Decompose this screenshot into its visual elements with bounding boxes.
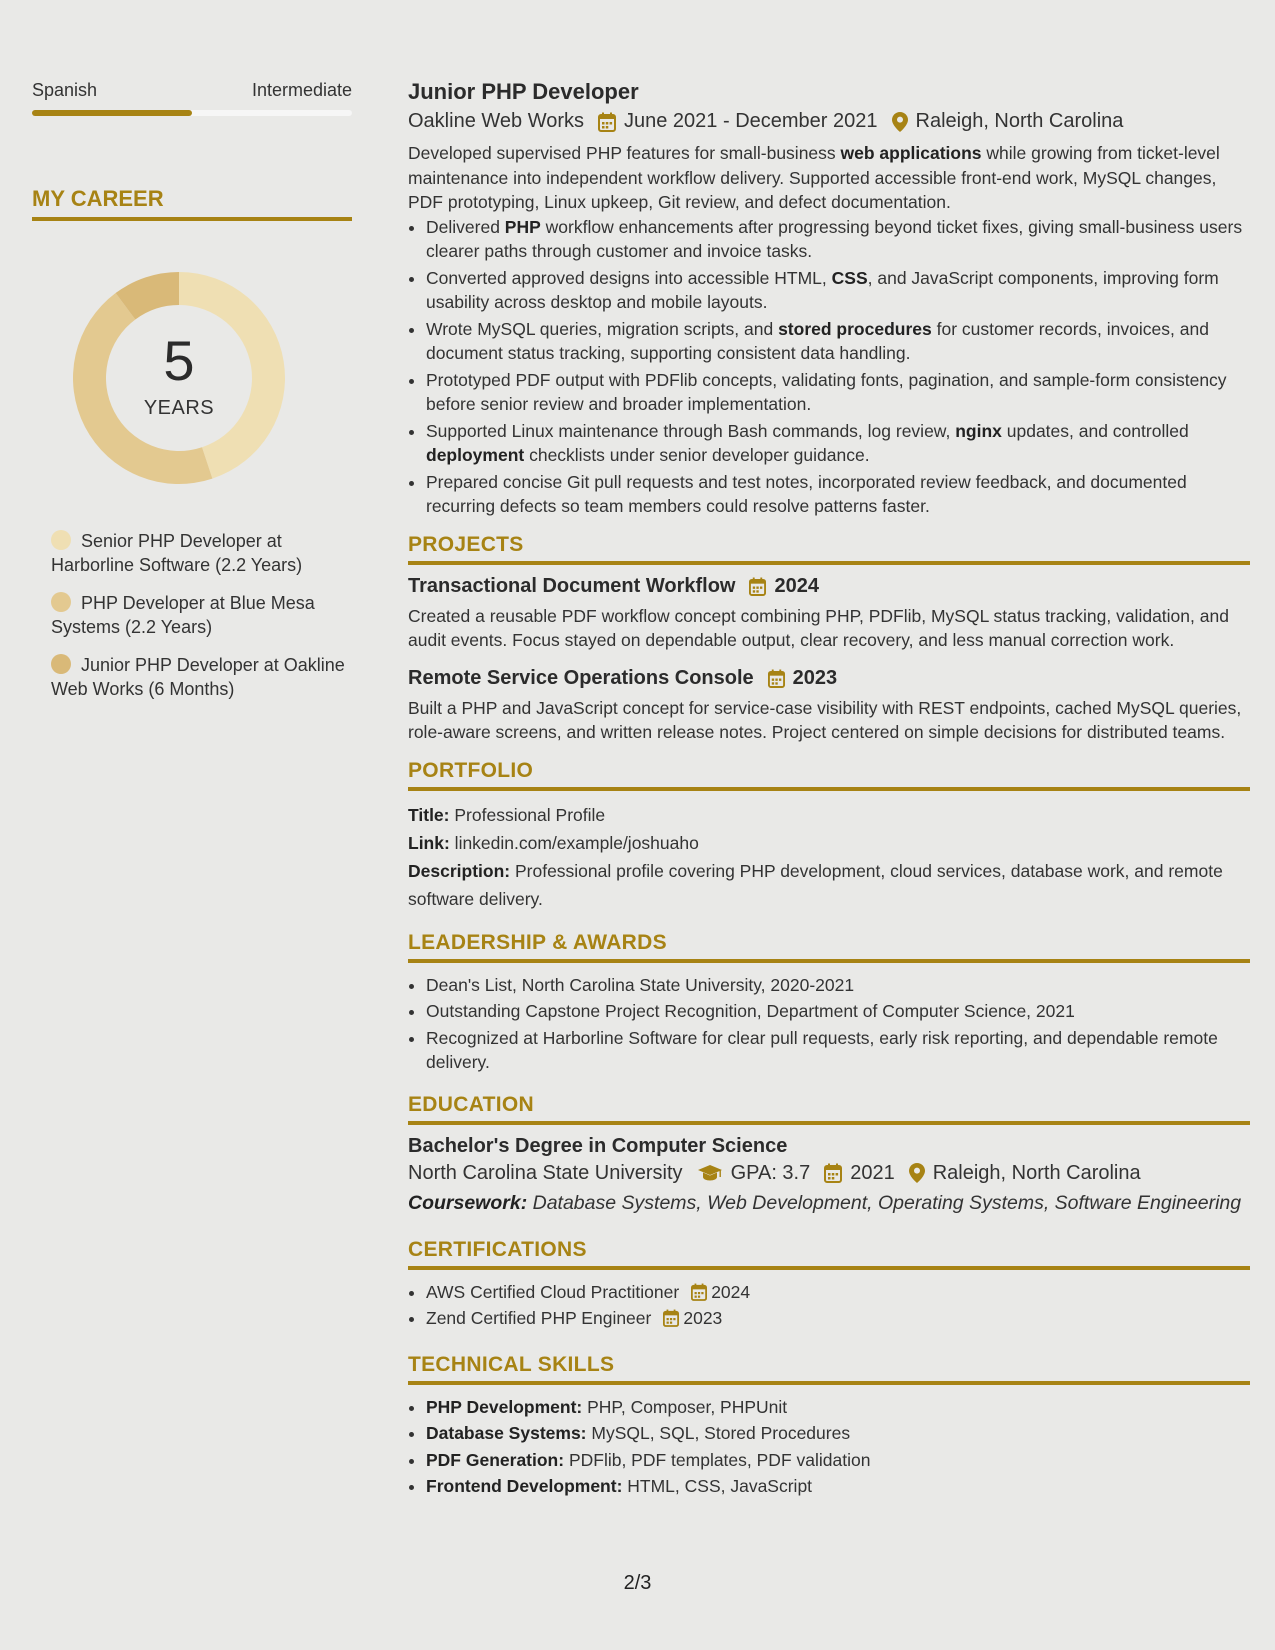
degree-title: Bachelor's Degree in Computer Science xyxy=(408,1134,788,1157)
skill-item: • PDF Generation: PDFlib, PDF templates, PDF validation xyxy=(426,1448,1250,1473)
language-proficiency-bar xyxy=(32,110,352,116)
language-name: Spanish xyxy=(32,80,98,100)
job-bullet: • Prepared concise Git pull requests and test notes, incorporated review feedback, and documented recurring defects so team members could resolve patterns faster. xyxy=(426,470,1250,519)
school-location: Raleigh, North Carolina xyxy=(932,1161,1141,1184)
main-content xyxy=(408,78,1250,1501)
skill-item: • Database Systems: MySQL, SQL, Stored Procedures xyxy=(426,1421,1250,1446)
graduation-year: 2021 xyxy=(850,1161,895,1184)
project-title: Transactional Document Workflow xyxy=(408,574,736,597)
job-summary: Developed supervised PHP features for small-business web applications while growing from ticket-level maintenance into independent workflow delivery. Supported accessible front-end work, MySQL changes, PDF prototyping, Linux upkeep, Git review, and defect documentation. xyxy=(408,143,1220,212)
skill-item: • Frontend Development: HTML, CSS, JavaScript xyxy=(426,1474,1250,1499)
portfolio-link[interactable]: Link: linkedin.com/example/joshuaho xyxy=(408,832,699,853)
certification-item: • AWS Certified Cloud Practitioner 2024 xyxy=(426,1280,1250,1305)
job-dates: June 2021 - December 2021 xyxy=(624,110,878,132)
portfolio-title: Title: Professional Profile xyxy=(408,804,606,825)
job-bullets xyxy=(426,215,1250,519)
calendar-icon xyxy=(598,112,616,132)
project-year: 2023 xyxy=(792,666,838,689)
career-years-unit: YEARS xyxy=(143,397,215,419)
school-name: North Carolina State University xyxy=(408,1161,683,1184)
portfolio-heading: PORTFOLIO xyxy=(408,759,1250,791)
legend-label: Junior PHP Developer at Oakline Web Works (6 Months) xyxy=(51,655,345,699)
calendar-icon xyxy=(824,1163,842,1183)
legend-label: PHP Developer at Blue Mesa Systems (2.2 Years) xyxy=(51,593,315,637)
coursework: Coursework: Database Systems, Web Development, Operating Systems, Software Engineering xyxy=(408,1191,1242,1214)
awards-list xyxy=(426,973,1250,1075)
education-heading: EDUCATION xyxy=(408,1093,1250,1125)
education-meta xyxy=(408,1162,1250,1185)
job-bullet: • Delivered PHP workflow enhancements after progressing beyond ticket fixes, giving small-business users clearer paths through customer and invoice tasks. xyxy=(426,215,1250,264)
career-years-total: 5 xyxy=(163,329,195,392)
career-donut-chart xyxy=(64,263,294,493)
calendar-icon xyxy=(749,577,766,596)
career-heading: MY CAREER xyxy=(32,186,352,221)
legend-item xyxy=(51,529,352,577)
sidebar xyxy=(32,80,352,715)
legend-swatch xyxy=(51,530,71,550)
map-pin-icon xyxy=(892,112,908,132)
legend-label: Senior PHP Developer at Harborline Software (2.2 Years) xyxy=(51,531,303,575)
skills-list xyxy=(426,1395,1250,1499)
legend-swatch xyxy=(51,654,71,674)
language-proficiency-fill xyxy=(32,110,192,116)
awards-heading: LEADERSHIP & AWARDS xyxy=(408,931,1250,963)
project-item xyxy=(408,667,1250,745)
job-title: Junior PHP Developer xyxy=(408,79,639,104)
project-description: Created a reusable PDF workflow concept combining PHP, PDFlib, MySQL status tracking, validation, and audit events. Focus stayed on dependable output, clear recovery, and less manual correction work. xyxy=(408,605,1229,650)
job-bullet: • Wrote MySQL queries, migration scripts, and stored procedures for customer records, invoices, and document status tracking, supporting consistent data handling. xyxy=(426,317,1250,366)
legend-item xyxy=(51,591,352,639)
projects-heading: PROJECTS xyxy=(408,533,1250,565)
award-item: • Recognized at Harborline Software for clear pull requests, early risk reporting, and dependable remote delivery. xyxy=(426,1026,1250,1075)
job-bullet: • Supported Linux maintenance through Bash commands, log review, nginx updates, and controlled deployment checklists under senior developer guidance. xyxy=(426,419,1250,468)
gpa: GPA: 3.7 xyxy=(730,1161,811,1184)
map-pin-icon xyxy=(909,1163,925,1183)
portfolio-description: Description: Professional profile covering PHP development, cloud services, database work, and remote software delivery. xyxy=(408,860,1223,909)
job-bullet: • Prototyped PDF output with PDFlib concepts, validating fonts, pagination, and sample-form consistency before senior review and broader implementation. xyxy=(426,368,1250,417)
legend-swatch xyxy=(51,592,71,612)
career-legend xyxy=(51,529,352,701)
graduation-cap-icon xyxy=(697,1164,723,1182)
certification-item: • Zend Certified PHP Engineer 2023 xyxy=(426,1306,1250,1331)
language-level: Intermediate xyxy=(251,80,352,100)
project-year: 2024 xyxy=(774,574,819,597)
award-item: • Dean's List, North Carolina State University, 2020-2021 xyxy=(426,973,1250,998)
skill-item: • PHP Development: PHP, Composer, PHPUnit xyxy=(426,1395,1250,1420)
project-title: Remote Service Operations Console xyxy=(408,666,754,689)
job-company: Oakline Web Works xyxy=(408,110,584,132)
skills-heading: TECHNICAL SKILLS xyxy=(408,1353,1250,1385)
language-row xyxy=(32,80,352,101)
calendar-icon xyxy=(768,669,785,688)
job-meta xyxy=(408,110,1250,133)
experience-entry xyxy=(408,78,1250,519)
job-bullet: • Converted approved designs into accessible HTML, CSS, and JavaScript components, improving form usability across desktop and mobile layouts. xyxy=(426,266,1250,315)
calendar-icon xyxy=(663,1309,679,1327)
project-description: Built a PHP and JavaScript concept for service-case visibility with REST endpoints, cached MySQL queries, role-aware screens, and written release notes. Project centered on simple decisions for distributed teams. xyxy=(408,697,1242,742)
calendar-icon xyxy=(691,1283,707,1301)
legend-item xyxy=(51,653,352,701)
project-item xyxy=(408,575,1250,653)
certifications-list xyxy=(426,1280,1250,1331)
certifications-heading: CERTIFICATIONS xyxy=(408,1238,1250,1270)
job-location: Raleigh, North Carolina xyxy=(915,110,1124,132)
page-number: 2/3 xyxy=(623,1572,652,1594)
award-item: • Outstanding Capstone Project Recognition, Department of Computer Science, 2021 xyxy=(426,999,1250,1024)
